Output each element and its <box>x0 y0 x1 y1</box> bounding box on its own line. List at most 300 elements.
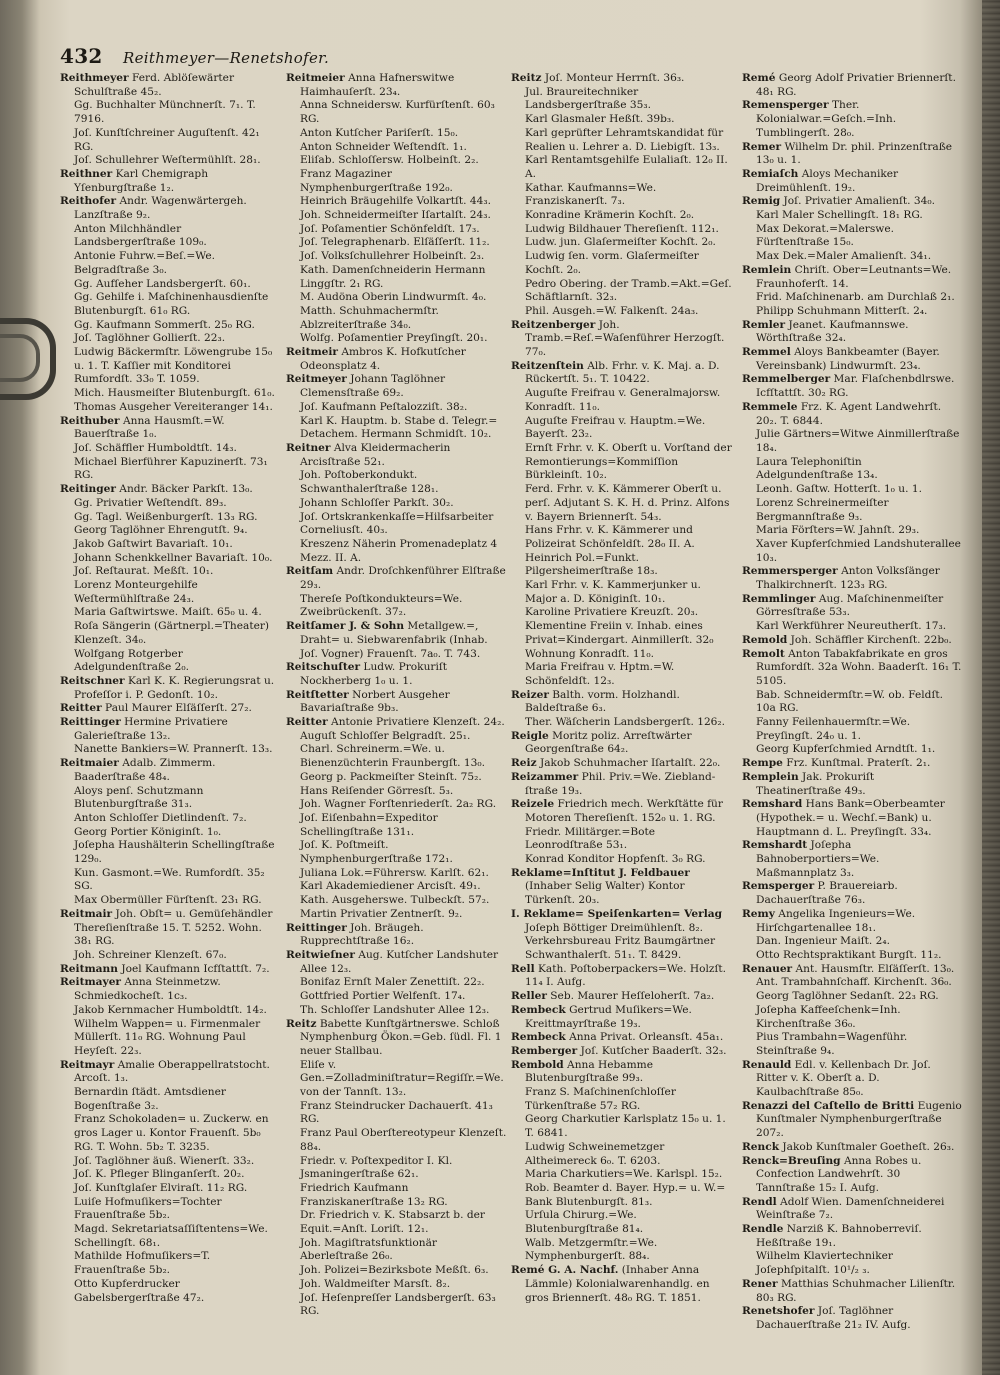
entry-text: Martin Privatier Zentnerſt. 9₂. <box>300 907 463 920</box>
entry-text: Th. Schloſſer Landshuter Allee 12₃. <box>300 1003 490 1016</box>
entry-surname: Reller <box>511 990 547 1003</box>
entry-text: Eugenio Kunſtmaler Nymphenburgerſtraße 207₂. <box>756 1099 962 1140</box>
directory-entry <box>286 894 508 908</box>
entry-text: Ant. Trambahnſchaff. Kirchenſt. 36₀. <box>756 976 952 989</box>
entry-text: Heinrich Bräugehilfe Volkartſt. 44₃. <box>300 195 491 208</box>
entry-text: Magd. Sekretariatsaſſiſtentens=We. Schellingſt. 68₁. <box>74 1223 268 1249</box>
entry-dash <box>742 976 756 990</box>
entry-surname: Renazzi del Caſtello de Britti <box>742 1099 915 1112</box>
directory-entry <box>60 195 282 222</box>
directory-entry <box>60 812 282 826</box>
entry-text: Thereſe Poſtkondukteurs=We. Zweibrückenſt. 37₂. <box>300 592 463 619</box>
entry-text: Max Obermüller Fürſtenſt. 23₁ RG. <box>74 894 262 907</box>
directory-entry <box>511 716 733 730</box>
directory-entry <box>286 1018 508 1059</box>
entry-text: Georg Kupferſchmied Arndtſt. 1₁. <box>756 743 936 756</box>
entry-text: Lorenz Schreinermeiſter Bergmannſtraße 9₃. <box>756 496 889 523</box>
entry-text: Johann Schloſſer Parkſt. 30₂. <box>300 496 454 509</box>
directory-entry <box>511 1168 733 1182</box>
directory-entry <box>286 1209 508 1236</box>
entry-dash <box>286 401 300 415</box>
entry-surname: Rembeck <box>511 1031 566 1044</box>
directory-entry <box>60 442 282 456</box>
entry-surname: Remplein <box>742 770 799 783</box>
entry-text: Pius Trambahn=Wagenführ. Steinſtraße 9₄. <box>756 1031 908 1057</box>
entry-surname: Remmlinger <box>742 592 816 605</box>
entry-text: Maria Charkutiers=We. Karlspl. 15₂. <box>525 1168 723 1181</box>
entry-text: Edl. v. Kellenbach Dr. Joſ. Ritter v. K. Oberſt a. D. Kaulbachſtraße 85₀. <box>756 1058 931 1099</box>
directory-entry <box>286 839 508 866</box>
entry-dash <box>60 99 74 113</box>
entry-dash <box>286 1209 300 1223</box>
directory-entry <box>511 1031 733 1045</box>
entry-dash <box>60 1086 74 1100</box>
entry-text: Karl Werkführer Neureutherſt. 17₃. <box>756 620 947 633</box>
entry-surname: Rendle <box>742 1223 784 1236</box>
entry-dash <box>511 1209 525 1223</box>
entry-text: Ther. Wäſcherin Landsbergerſt. 126₂. <box>525 716 726 729</box>
entry-text: Heinrich Pol.=Funkt. Pilgersheimerſtraße 18₃. <box>525 551 658 578</box>
entry-text: Chriſt. Ober=Leutnants=We. Fraunhoferſt. 14. <box>756 263 952 290</box>
directory-entry <box>742 1141 962 1155</box>
entry-text: Amalie Oberappellratstocht. Arcoſt. 1₃. <box>74 1058 270 1085</box>
entry-surname: Reittinger <box>60 716 121 729</box>
entry-text: Franz S. Maſchinenſchloſſer Türkenſtraße 57₂ RG. <box>525 1086 676 1112</box>
entry-text: Joſeph Böttiger Dreimühlenſt. 8₂. <box>525 921 703 934</box>
directory-entry <box>742 250 962 264</box>
entry-text: Joſ. Kaufmann Peſtalozziſt. 38₂. <box>300 400 468 413</box>
entry-surname: Rembold <box>511 1058 564 1071</box>
entry-dash <box>511 524 525 538</box>
entry-text: Jakob Kunſtmaler Goetheſt. 26₃. <box>779 1140 955 1153</box>
directory-entry <box>511 1004 733 1031</box>
entry-dash <box>511 182 525 196</box>
entry-dash <box>742 990 756 1004</box>
entry-text: Hans Frhr. v. K. Kämmerer und Polizeirat Schönfeldſt. 28₀ II. A. <box>525 524 695 550</box>
entry-surname: Reitinger <box>60 483 116 496</box>
directory-entry <box>60 524 282 538</box>
entry-text: Anna Hafnerswitwe Haimhauſerſt. 23₄. <box>300 72 455 98</box>
entry-text: Aloys Bankbeamter (Bayer. Vereinsbank) Lindwurmſt. 23₄. <box>756 346 940 372</box>
entry-text: Ludwig Schweinemetzger Altheimereck 6₀. T. 6203. <box>525 1140 665 1167</box>
entry-text: Kath. Poſtoberpackers=We. Holzſt. 11₄ I. Aufg. <box>525 962 727 989</box>
entry-dash <box>60 1113 74 1127</box>
entry-text: Karl geprüfter Lehramtskandidat für Realien u. Lehrer a. D. Liebigſt. 13₃. <box>525 126 724 153</box>
entry-dash <box>60 1278 74 1292</box>
entry-text: Auguſt Schloſſer Belgradſt. 25₁. <box>300 729 471 742</box>
entry-text: Konrad Konditor Hopfenſt. 3₀ RG. <box>525 853 706 866</box>
entry-dash <box>742 223 756 237</box>
directory-entry <box>286 798 508 812</box>
entry-text: Ludwig ſen. vorm. Glaſermeiſter Kochſt. 2₀. <box>525 250 699 276</box>
directory-entry <box>60 387 282 401</box>
directory-entry <box>60 894 282 908</box>
entry-text: Karl Akademiediener Arcisſt. 49₁. <box>300 880 481 893</box>
entry-surname: Reitmeir <box>286 346 339 359</box>
entry-dash <box>286 730 300 744</box>
directory-entry <box>286 743 508 770</box>
entry-dash <box>511 387 525 401</box>
entry-text: Joſ. Kunſtſchreiner Auguſtenſt. 42₁ RG. <box>74 126 260 153</box>
entry-surname: Remé <box>742 72 776 84</box>
directory-entry <box>511 579 733 606</box>
directory-entry <box>286 168 508 195</box>
directory-entry <box>60 1168 282 1182</box>
entry-text: Karl Glasmaler Heßſt. 39b₃. <box>525 113 675 126</box>
entry-dash <box>742 716 756 730</box>
entry-dash <box>60 579 74 593</box>
entry-surname: Reitſamer J. & Sohn <box>286 620 405 633</box>
entry-surname: Renetshofer <box>742 1305 815 1318</box>
entry-text: Leonh. Gaſtw. Hotterſt. 1₀ u. 1. <box>756 483 922 496</box>
entry-text: Norbert Ausgeher Bavariaſtraße 9b₃. <box>300 688 450 715</box>
directory-entry <box>286 538 508 565</box>
entry-surname: Reithofer <box>60 195 117 208</box>
directory-entry <box>286 291 508 305</box>
entry-text: Gg. Aufſeher Landsbergerſt. 60₁. <box>74 277 251 290</box>
directory-entry <box>511 963 733 990</box>
directory-entry <box>286 867 508 881</box>
directory-entry <box>511 730 733 757</box>
entry-text: Georg Portier Königinſt. 1₀. <box>74 825 222 838</box>
directory-entry <box>742 565 962 592</box>
entry-dash <box>511 716 525 730</box>
entry-text: Anna Hausmſt.=W. Bauerſtraße 1₀. <box>74 414 225 441</box>
entry-text: Maria Freifrau v. Hptm.=W. Schönfeldſt. 12₃. <box>525 661 675 687</box>
directory-entry <box>511 1045 733 1059</box>
entry-surname: Remlein <box>742 263 792 276</box>
entry-surname: Reitschner <box>60 674 125 687</box>
entry-text: Gg. Gehilfe i. Maſchinenhausdienſte Blutenburgſt. 61₀ RG. <box>74 291 269 317</box>
directory-entry <box>742 1031 962 1058</box>
entry-text: Luiſe Hofmuſikers=Tochter Frauenſtraße 5b₂. <box>74 1195 222 1222</box>
directory-entry <box>60 949 282 963</box>
entry-text: Matthias Schuhmacher Lilienſtr. 80₃ RG. <box>756 1277 956 1304</box>
entry-text: Ludwig Bäckermſtr. Löwengrube 15₀ u. 1. T. Kaſſier mit Konditorei Rumfordſt. 33₀ T. 1059. <box>74 346 273 386</box>
entry-text: Joh. Schneidermeiſter Iſartalſt. 24₃. <box>300 209 491 222</box>
entry-dash <box>742 305 756 319</box>
directory-entry <box>742 319 962 346</box>
entry-dash <box>286 250 300 264</box>
entry-text: Joſ. Taglöhner Gollierſt. 22₃. <box>74 332 226 345</box>
entry-text: Joſ. Kunſtglaſer Elviraſt. 11₂ RG. <box>74 1181 248 1194</box>
directory-entry <box>742 223 962 250</box>
entry-dash <box>286 839 300 853</box>
directory-entry <box>60 127 282 154</box>
entry-text: Jakob Gaſtwirt Bavariaſt. 10₁. <box>74 537 233 550</box>
directory-entry <box>742 483 962 497</box>
directory-entry <box>286 620 508 661</box>
entry-text: Gottfried Portier Welfenſt. 17₄. <box>300 990 466 1003</box>
column-1 <box>60 72 282 1362</box>
entry-surname: Reitz <box>286 1017 317 1030</box>
entry-surname: Rendl <box>742 1195 777 1208</box>
entry-surname: Reitwieſner <box>286 949 355 961</box>
entry-surname: Remer <box>742 140 782 153</box>
directory-entry <box>742 743 962 757</box>
entry-dash <box>60 552 74 566</box>
entry-surname: Reitzenſtein <box>511 359 584 372</box>
directory-entry <box>60 552 282 566</box>
entry-text: Ferd. Frhr. v. K. Kämmerer Oberſt u. perſ. Adjutant S. K. H. d. Prinz. Alfons v. Bayern Briennerſt. 54₃. <box>525 483 730 523</box>
entry-dash <box>286 880 300 894</box>
entry-dash <box>60 524 74 538</box>
entry-dash <box>60 1182 74 1196</box>
entry-dash <box>286 593 300 607</box>
directory-entry <box>60 702 282 716</box>
entry-text: Joh. Schäffler Kirchenſt. 22b₀. <box>787 633 952 646</box>
entry-surname: Reklame=Inſtitut J. Feldbauer <box>511 866 690 879</box>
entry-dash <box>60 826 74 840</box>
directory-entry <box>511 826 733 853</box>
directory-entry <box>286 880 508 894</box>
directory-entry <box>60 716 282 743</box>
entry-dash <box>511 853 525 867</box>
page-edge <box>982 0 1000 1375</box>
entry-dash <box>286 798 300 812</box>
directory-entry <box>286 154 508 168</box>
entry-text: Anton Schneider Weſtendſt. 1₁. <box>300 140 467 153</box>
entry-text: Joſepha Bahnoberportiers=We. Maßmannplatz 3₃. <box>756 839 880 879</box>
directory-entry <box>742 689 962 716</box>
entry-dash <box>742 456 756 470</box>
directory-entry <box>60 963 282 977</box>
directory-entry <box>511 387 733 414</box>
directory-entry <box>60 1278 282 1305</box>
entry-dash <box>60 949 74 963</box>
entry-text: Kath. Damenſchneiderin Hermann Linggſtr. 2₁ RG. <box>300 263 486 290</box>
entry-text: Frz. K. Agent Landwehrſt. 20₂. T. 6844. <box>756 400 942 427</box>
entry-text: Aug. Kutſcher Landshuter Allee 12₃. <box>300 949 499 975</box>
directory-entry <box>742 990 962 1004</box>
entry-text: Ludw. Prokuriſt Nockherberg 1₀ u. 1. <box>300 661 448 687</box>
directory-entry <box>742 908 962 935</box>
directory-entry <box>286 976 508 990</box>
entry-dash <box>60 538 74 552</box>
entry-text: Wilhelm Wappen= u. Firmenmaler Müllerſt. 11₀ RG. Wohnung Paul Heyſeſt. 22₃. <box>74 1017 261 1057</box>
directory-entry <box>511 798 733 825</box>
entry-text: Karl K. Hauptm. b. Stabe d. Telegr.= Detachem. Hermann Schmidſt. 10₂. <box>300 414 498 441</box>
entry-text: Jak. Prokuriſt Theatinerſtraße 49₃. <box>756 770 875 797</box>
entry-text: Jakob Kernmacher Humboldtſt. 14₂. <box>74 1003 267 1016</box>
entry-text: Pedro Obering. der Tramb.=Akt.=Geſ. Schäftlarnſt. 32₃. <box>525 277 732 304</box>
entry-surname: Remmelberger <box>742 373 831 386</box>
entry-text: Fanny Feilenhauermſtr.=We. Preyſingſt. 24₀ u. 1. <box>756 716 911 742</box>
directory-entry <box>742 716 962 743</box>
directory-entry <box>742 839 962 880</box>
entry-dash <box>60 223 74 237</box>
entry-dash <box>60 1004 74 1018</box>
directory-entry <box>286 593 508 620</box>
entry-text: Joh. Magiſtratsfunktionär Aberleſtraße 26₀. <box>300 1236 437 1263</box>
directory-entry <box>60 250 282 277</box>
entry-dash <box>742 620 756 634</box>
entry-surname: Reizammer <box>511 770 579 783</box>
entry-text: Mich. Hausmeiſter Blutenburgſt. 61₀. <box>74 387 275 400</box>
entry-dash <box>511 278 525 292</box>
directory-entry <box>742 373 962 400</box>
entry-text: Aloys penſ. Schutzmann Blutenburgſtraße 31₃. <box>74 784 204 811</box>
entry-dash <box>511 935 525 949</box>
entry-text: Hermine Privatiere Galerieſtraße 13₂. <box>74 716 228 742</box>
entry-dash <box>60 401 74 415</box>
entry-text: Klementine Freiin v. Inhab. eines Privat=Kindergart. Ainmillerſt. 32₀ Wohnung Konradſt. 11₀. <box>525 620 714 660</box>
entry-surname: Reithner <box>60 167 113 180</box>
entry-text: M. Audöna Oberin Lindwurmſt. 4₀. <box>300 291 487 304</box>
entry-surname: Reizer <box>511 688 549 701</box>
directory-entry <box>60 497 282 511</box>
directory-entry <box>286 1237 508 1264</box>
entry-text: Hans Bank=Oberbeamter (Hypothek.= u. Wechſ.=Bank) u. Hauptmann d. L. Preyſingſt. 33₄. <box>756 798 945 838</box>
entry-surname: Reitmann <box>60 962 118 975</box>
directory-entry <box>742 634 962 648</box>
entry-text: Moritz poliz. Arreſtwärter Georgenſtraße 64₂. <box>525 729 692 756</box>
entry-text: Gg. Kaufmann Sommerſt. 25₀ RG. <box>74 318 255 331</box>
entry-text: Max Dekorat.=Malerswe. Fürſtenſtraße 15₀. <box>756 222 894 249</box>
entry-dash <box>511 620 525 634</box>
entry-dash <box>742 538 756 552</box>
entry-text: Andr. Wagenwärtergeh. Lanzſtraße 9₂. <box>74 195 247 222</box>
entry-text: Angelika Ingenieurs=We. Hirſchgartenallee 18₁. <box>756 907 916 934</box>
entry-dash <box>60 894 74 908</box>
entry-surname: Reithuber <box>60 414 120 427</box>
entry-text: Joſ. Eiſenbahn=Expeditor Schellingſtraße 131₁. <box>300 811 438 838</box>
entry-dash <box>60 387 74 401</box>
entry-dash <box>286 264 300 278</box>
directory-entry <box>511 606 733 620</box>
directory-entry <box>60 579 282 606</box>
entry-text: Georg Taglöhner Ehrengutſt. 9₄. <box>74 524 248 537</box>
entry-text: Karl K. K. Regierungsrat u. Profeſſor i. P. Gedonſt. 10₂. <box>74 674 275 701</box>
entry-text: P. Brauereiarb. Dachauerſtraße 76₃. <box>756 880 898 907</box>
directory-entry <box>60 867 282 894</box>
directory-entry <box>286 1127 508 1154</box>
directory-entry <box>511 305 733 319</box>
entry-text: Balth. vorm. Holzhandl. Baldeſtraße 6₃. <box>525 688 680 715</box>
entry-text: Antonie Fuhrw.=Beſ.=We. Belgradſtraße 3₀. <box>74 250 215 276</box>
entry-text: Johann Schenkkellner Bavariaſt. 10₀. <box>74 551 273 564</box>
directory-entry <box>60 976 282 1003</box>
directory-entry <box>511 908 733 935</box>
directory-entry <box>511 442 733 483</box>
entry-surname: Remiaſch <box>742 167 799 180</box>
column-2 <box>286 72 508 1362</box>
entry-surname: Remmersperger <box>742 565 838 578</box>
directory-entry <box>60 291 282 318</box>
entry-dash <box>511 415 525 429</box>
entry-dash <box>286 1059 300 1073</box>
directory-entry <box>286 1292 508 1319</box>
entry-surname: Rembeck <box>511 1003 566 1016</box>
directory-entry <box>286 1100 508 1127</box>
entry-dash <box>742 743 756 757</box>
entry-text: Jeanet. Kaufmannswe. Wörthſtraße 32₄. <box>756 318 909 345</box>
entry-dash <box>511 1168 525 1182</box>
entry-dash <box>286 1278 300 1292</box>
entry-text: Bab. Schneidermſtr.=W. ob. Feldſt. 10a RG. <box>756 688 944 715</box>
directory-entry <box>511 1113 733 1140</box>
entry-dash <box>511 209 525 223</box>
entry-dash <box>60 743 74 757</box>
entry-dash <box>286 141 300 155</box>
entry-text: Karl Maler Schellingſt. 18₁ RG. <box>756 209 923 222</box>
entry-dash <box>286 1182 300 1196</box>
entry-text: Aloys Mechaniker Dreimühlenſt. 19₂. <box>756 167 899 194</box>
entry-dash <box>286 415 300 429</box>
directory-entry <box>511 1059 733 1086</box>
entry-text: Anton Kutſcher Pariſerſt. 15₀. <box>300 126 459 139</box>
entry-dash <box>286 223 300 237</box>
directory-entry <box>60 415 282 442</box>
entry-text: Ther. Kolonialwar.=Geſch.=Inh. Tumblingerſt. 28₀. <box>756 99 897 139</box>
entry-text: Ant. Hausmſtr. Elſäſſerſt. 13₀. <box>792 962 955 975</box>
entry-text: Dan. Ingenieur Maiſt. 2₄. <box>756 935 890 948</box>
directory-entry <box>511 182 733 209</box>
entry-surname: Reitſam <box>286 565 334 578</box>
directory-entry <box>60 839 282 866</box>
entry-text: Frid. Maſchinenarb. am Durchlaß 2₁. <box>756 291 955 304</box>
entry-text: Joh. Obſt= u. Gemüſehändler Thereſienſtraße 15. T. 5252. Wohn. 38₁ RG. <box>74 907 273 948</box>
entry-text: Anna Privat. Orleansſt. 45a₁. <box>565 1031 724 1044</box>
entry-dash <box>60 812 74 826</box>
directory-entry <box>60 1004 282 1018</box>
directory-entry <box>742 401 962 428</box>
entry-dash <box>742 524 756 538</box>
entry-dash <box>511 236 525 250</box>
entry-dash <box>60 319 74 333</box>
directory-entry <box>60 606 282 620</box>
entry-surname: Reitzenberger <box>511 318 596 331</box>
directory-entry <box>742 1305 962 1332</box>
entry-text: Thomas Ausgeher Vereiteranger 14₁. <box>74 400 273 413</box>
entry-dash <box>511 552 525 566</box>
entry-dash <box>60 456 74 470</box>
entry-text: Anton Tabakfabrikate en gros Rumfordſt. 32a Wohn. Baaderſt. 16₁ T. 5105. <box>756 647 962 687</box>
entry-dash <box>286 511 300 525</box>
entry-surname: Reitter <box>60 702 102 715</box>
entry-text: Otto Kupferdrucker Gabelsbergerſtraße 47₂. <box>74 1277 205 1304</box>
directory-entry <box>742 757 962 771</box>
entry-text: Andr. Bäcker Parkſt. 13₀. <box>115 483 253 496</box>
page-number: 432 <box>60 44 103 68</box>
entry-dash <box>286 894 300 908</box>
entry-text: Joel Kaufmann Icfſtattſt. 7₂. <box>117 962 270 975</box>
entry-text: Ludwig Bildhauer Thereſienſt. 112₁. <box>525 222 719 235</box>
directory-entry <box>286 565 508 592</box>
entry-text: Hans Reiſender Görresſt. 5₃. <box>300 784 454 797</box>
entry-dash <box>511 250 525 264</box>
entry-dash <box>742 1004 756 1018</box>
directory-entry <box>511 853 733 867</box>
directory-entry <box>60 675 282 702</box>
entry-text: Aug. Maſchinenmeiſter Görresſtraße 53₃. <box>756 592 944 619</box>
directory-entry <box>60 168 282 195</box>
entry-text: Adalb. Zimmerm. Baaderſtraße 48₄. <box>74 757 216 783</box>
entry-text: Alva Kleidermacherin Arcisſtraße 52₁. <box>300 441 451 468</box>
entry-text: Dr. Friedrich v. K. Stabsarzt b. der Equit.=Anſt. Loriſt. 12₁. <box>300 1209 485 1236</box>
directory-entry <box>742 1278 962 1305</box>
entry-surname: Reitmeier <box>286 72 345 84</box>
entry-dash <box>286 785 300 799</box>
entry-surname: Remy <box>742 907 775 920</box>
entry-surname: Remler <box>742 318 786 331</box>
entry-surname: Reitz <box>511 72 542 84</box>
entry-dash <box>511 661 525 675</box>
entry-text: Antonie Privatiere Klenzeſt. 24₂. <box>327 716 505 729</box>
directory-entry <box>60 332 282 346</box>
directory-entry <box>60 1155 282 1169</box>
entry-text: Laura Telephoniſtin Adelgundenſtraße 13₄. <box>756 455 878 482</box>
